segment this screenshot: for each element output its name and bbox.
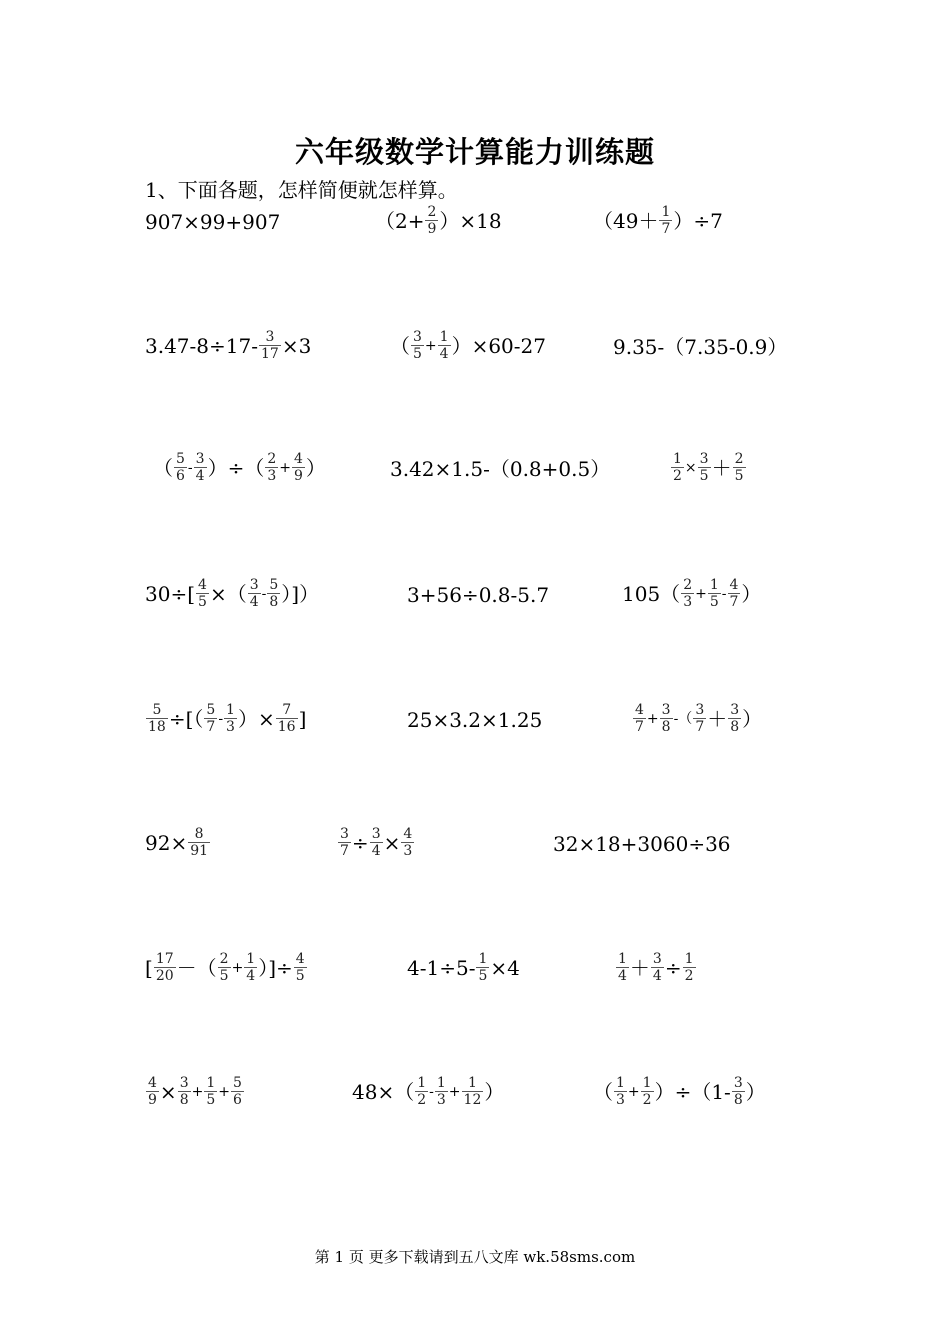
page-title: 六年级数学计算能力训练题 bbox=[294, 135, 655, 169]
fraction bbox=[188, 827, 210, 858]
expression-text: -（ bbox=[673, 711, 693, 727]
fraction bbox=[732, 1076, 745, 1107]
fraction bbox=[231, 1076, 244, 1107]
fraction-numerator: 4 bbox=[198, 577, 207, 594]
expression-text: 3.42×1.5-（0.8+0.5） bbox=[390, 456, 611, 481]
fraction bbox=[259, 330, 281, 361]
fraction-numerator: 3 bbox=[661, 702, 671, 719]
fraction-denominator: 2 bbox=[417, 1092, 427, 1108]
problem-15 bbox=[632, 703, 762, 734]
problem-12 bbox=[622, 578, 761, 609]
fraction-denominator: 8 bbox=[179, 1092, 189, 1108]
expression-text: - bbox=[721, 586, 727, 602]
fraction-numerator: 1 bbox=[684, 951, 694, 968]
expression-text: ＋ bbox=[707, 707, 728, 731]
fraction-numerator: 1 bbox=[616, 1075, 625, 1092]
expression-text: ）]÷ bbox=[258, 956, 293, 980]
fraction-numerator: 3 bbox=[249, 577, 259, 594]
fraction-numerator: 1 bbox=[246, 951, 256, 968]
fraction-numerator: 8 bbox=[188, 827, 210, 843]
fraction bbox=[411, 330, 424, 361]
problem-11 bbox=[407, 583, 549, 605]
problem-17 bbox=[337, 827, 415, 858]
fraction-numerator: 1 bbox=[439, 329, 449, 346]
fraction bbox=[659, 205, 672, 236]
fraction-numerator: 3 bbox=[699, 451, 709, 468]
fraction-numerator: 3 bbox=[733, 1075, 743, 1092]
fraction-denominator: 18 bbox=[148, 719, 166, 735]
fraction bbox=[415, 1076, 428, 1107]
fraction-numerator: 3 bbox=[179, 1075, 189, 1092]
fraction-denominator: 4 bbox=[439, 346, 449, 362]
fraction-denominator: 3 bbox=[267, 468, 277, 484]
fraction-numerator: 1 bbox=[709, 577, 719, 594]
fraction bbox=[401, 827, 414, 858]
fraction-denominator: 5 bbox=[699, 468, 709, 484]
expression-text: 32×18+3060÷36 bbox=[553, 831, 731, 856]
expression-text: × bbox=[684, 460, 697, 476]
expression-text: ＋ bbox=[711, 456, 732, 480]
expression-text: - bbox=[429, 1084, 434, 1100]
fraction bbox=[671, 452, 684, 483]
fraction-denominator: 3 bbox=[403, 843, 413, 859]
expression-text: ）÷（ bbox=[207, 456, 265, 480]
fraction bbox=[204, 703, 217, 734]
fraction-denominator: 9 bbox=[148, 1092, 157, 1108]
expression-text: 30÷[ bbox=[145, 582, 196, 606]
fraction bbox=[641, 1076, 654, 1107]
instruction: 1、下面各题，怎样简便就怎样算。 bbox=[145, 178, 458, 202]
fraction-denominator: 5 bbox=[413, 346, 422, 362]
fraction-numerator: 3 bbox=[413, 329, 422, 346]
expression-text: ） bbox=[484, 1080, 505, 1104]
expression-text: 3+56÷0.8-5.7 bbox=[407, 582, 550, 607]
expression-text: 48×（ bbox=[352, 1080, 415, 1104]
fraction bbox=[683, 952, 696, 983]
fraction-numerator: 7 bbox=[276, 703, 298, 719]
expression-text: + bbox=[646, 711, 659, 727]
expression-text: + bbox=[191, 1084, 204, 1100]
fraction bbox=[616, 952, 629, 983]
fraction bbox=[462, 1076, 484, 1107]
fraction-denominator: 3 bbox=[226, 719, 235, 735]
fraction-numerator: 5 bbox=[206, 702, 216, 719]
fraction-denominator: 2 bbox=[684, 968, 694, 984]
fraction-numerator: 3 bbox=[730, 702, 740, 719]
fraction-numerator: 3 bbox=[652, 951, 662, 968]
expression-text: －（ bbox=[176, 956, 217, 980]
fraction-denominator: 4 bbox=[249, 594, 259, 610]
expression-text: + bbox=[279, 460, 291, 476]
fraction-denominator: 7 bbox=[635, 719, 644, 735]
expression-text: [ bbox=[145, 956, 153, 980]
fraction bbox=[174, 452, 187, 483]
fraction-denominator: 17 bbox=[260, 346, 279, 362]
fraction bbox=[651, 952, 664, 983]
problem-18 bbox=[553, 832, 731, 854]
fraction-numerator: 5 bbox=[176, 451, 185, 468]
expression-text: ＋ bbox=[629, 956, 650, 980]
fraction-numerator: 4 bbox=[294, 451, 303, 468]
problem-7 bbox=[153, 452, 326, 483]
fraction-numerator: 3 bbox=[371, 826, 381, 843]
problem-13 bbox=[145, 703, 306, 734]
fraction-denominator: 4 bbox=[652, 968, 662, 984]
fraction-numerator: 5 bbox=[269, 577, 279, 594]
fraction bbox=[244, 952, 257, 983]
expression-text: - bbox=[218, 711, 224, 727]
fraction bbox=[728, 703, 741, 734]
fraction-denominator: 7 bbox=[206, 719, 216, 735]
expression-text: ）×18 bbox=[439, 209, 502, 233]
fraction bbox=[276, 703, 298, 734]
fraction-numerator: 1 bbox=[618, 951, 627, 968]
expression-text: ）× bbox=[237, 707, 275, 731]
fraction-denominator: 3 bbox=[683, 594, 693, 610]
problem-22 bbox=[145, 1076, 245, 1107]
fraction-denominator: 20 bbox=[155, 968, 174, 984]
expression-text: ）÷7 bbox=[673, 209, 723, 233]
fraction bbox=[438, 330, 451, 361]
fraction bbox=[660, 703, 673, 734]
fraction bbox=[370, 827, 383, 858]
fraction-numerator: 5 bbox=[146, 703, 168, 719]
fraction-numerator: 1 bbox=[417, 1075, 427, 1092]
fraction bbox=[194, 452, 207, 483]
fraction-denominator: 8 bbox=[730, 719, 740, 735]
expression-text: ×（ bbox=[209, 582, 247, 606]
problem-24 bbox=[593, 1076, 766, 1107]
fraction-denominator: 4 bbox=[195, 468, 205, 484]
fraction-denominator: 4 bbox=[618, 968, 627, 984]
expression-text: 92× bbox=[145, 831, 188, 855]
fraction-denominator: 6 bbox=[176, 468, 185, 484]
fraction bbox=[178, 1076, 191, 1107]
expression-text: ） bbox=[745, 1080, 766, 1104]
fraction bbox=[265, 452, 278, 483]
fraction-numerator: 2 bbox=[734, 451, 744, 468]
fraction bbox=[292, 452, 305, 483]
fraction-denominator: 8 bbox=[269, 594, 279, 610]
fraction-denominator: 8 bbox=[733, 1092, 743, 1108]
fraction-numerator: 3 bbox=[340, 826, 349, 843]
fraction-denominator: 5 bbox=[295, 968, 305, 984]
expression-text: + bbox=[448, 1084, 461, 1100]
fraction-denominator: 5 bbox=[478, 968, 488, 984]
expression-text: ） bbox=[741, 582, 762, 606]
fraction-numerator: 1 bbox=[462, 1076, 484, 1092]
fraction-numerator: 3 bbox=[695, 702, 705, 719]
expression-text: ×4 bbox=[490, 956, 520, 980]
fraction-numerator: 2 bbox=[683, 577, 693, 594]
expression-text: + bbox=[424, 338, 437, 354]
fraction-numerator: 1 bbox=[642, 1075, 652, 1092]
fraction-denominator: 2 bbox=[642, 1092, 652, 1108]
problem-2 bbox=[375, 205, 502, 236]
page-footer: 第 1 页 更多下载请到五八文库 wk.58sms.com bbox=[314, 1248, 636, 1266]
problem-5 bbox=[390, 330, 546, 361]
fraction bbox=[154, 952, 176, 983]
fraction bbox=[146, 703, 168, 734]
fraction-numerator: 2 bbox=[267, 451, 277, 468]
expression-text: ÷ bbox=[664, 956, 682, 980]
fraction-denominator: 9 bbox=[427, 221, 437, 237]
fraction bbox=[196, 578, 209, 609]
fraction bbox=[435, 1076, 448, 1107]
expression-text: 3.47-8÷17- bbox=[145, 334, 258, 358]
fraction bbox=[146, 1076, 159, 1107]
fraction bbox=[614, 1076, 627, 1107]
fraction-denominator: 7 bbox=[661, 221, 671, 237]
problem-9 bbox=[670, 452, 747, 483]
expression-text: + bbox=[695, 586, 707, 602]
expression-text: （ bbox=[153, 456, 173, 480]
expression-text: 4-1÷5- bbox=[407, 956, 476, 980]
expression-text: 105（ bbox=[622, 582, 681, 606]
fraction-denominator: 3 bbox=[616, 1092, 625, 1108]
problem-19 bbox=[145, 952, 308, 983]
expression-text: （ bbox=[593, 1080, 613, 1104]
expression-text: × bbox=[159, 1080, 177, 1104]
fraction-numerator: 1 bbox=[436, 1075, 446, 1092]
fraction-denominator: 5 bbox=[734, 468, 744, 484]
fraction bbox=[338, 827, 351, 858]
problem-21 bbox=[615, 952, 697, 983]
expression-text: （49＋ bbox=[593, 209, 659, 233]
expression-text: ] bbox=[298, 707, 307, 731]
expression-text: ÷[（ bbox=[168, 707, 204, 731]
problem-3 bbox=[593, 205, 723, 236]
fraction-numerator: 4 bbox=[148, 1075, 157, 1092]
fraction-denominator: 4 bbox=[246, 968, 256, 984]
fraction-numerator: 4 bbox=[729, 577, 739, 594]
fraction-numerator: 1 bbox=[673, 451, 682, 468]
expression-text: 9.35-（7.35-0.9） bbox=[613, 334, 788, 359]
fraction-numerator: 4 bbox=[635, 702, 644, 719]
fraction-numerator: 5 bbox=[233, 1075, 242, 1092]
fraction-numerator: 1 bbox=[661, 204, 671, 221]
fraction bbox=[218, 952, 231, 983]
expression-text: ）]） bbox=[281, 582, 320, 606]
fraction-denominator: 5 bbox=[709, 594, 719, 610]
fraction bbox=[693, 703, 706, 734]
fraction bbox=[681, 578, 694, 609]
fraction-numerator: 1 bbox=[206, 1075, 216, 1092]
expression-text: （2+ bbox=[375, 209, 425, 233]
fraction bbox=[733, 452, 746, 483]
fraction bbox=[698, 452, 711, 483]
fraction-numerator: 4 bbox=[403, 826, 413, 843]
problem-4 bbox=[145, 330, 311, 361]
fraction bbox=[224, 703, 237, 734]
fraction-denominator: 9 bbox=[294, 468, 303, 484]
fraction bbox=[633, 703, 646, 734]
fraction-denominator: 7 bbox=[695, 719, 705, 735]
fraction-denominator: 8 bbox=[661, 719, 671, 735]
expression-text: ）÷（1- bbox=[654, 1080, 731, 1104]
problem-14 bbox=[407, 708, 542, 730]
fraction-denominator: 6 bbox=[233, 1092, 242, 1108]
fraction-denominator: 4 bbox=[371, 843, 381, 859]
expression-text: ） bbox=[742, 707, 763, 731]
fraction bbox=[294, 952, 307, 983]
fraction-numerator: 1 bbox=[478, 951, 488, 968]
expression-text: + bbox=[218, 1084, 230, 1100]
fraction-denominator: 5 bbox=[219, 968, 229, 984]
fraction-numerator: 2 bbox=[427, 204, 437, 221]
expression-text: - bbox=[187, 460, 193, 476]
problem-6 bbox=[613, 335, 787, 357]
problem-20 bbox=[407, 952, 520, 983]
problem-1 bbox=[145, 210, 280, 232]
fraction bbox=[728, 578, 741, 609]
fraction-denominator: 3 bbox=[436, 1092, 446, 1108]
fraction bbox=[708, 578, 721, 609]
expression-text: + bbox=[627, 1084, 640, 1100]
problem-16 bbox=[145, 827, 211, 858]
fraction-numerator: 3 bbox=[259, 330, 281, 346]
fraction-numerator: 3 bbox=[195, 451, 205, 468]
fraction-denominator: 7 bbox=[340, 843, 349, 859]
fraction-denominator: 12 bbox=[463, 1092, 482, 1108]
fraction-numerator: 2 bbox=[219, 951, 229, 968]
expression-text: × bbox=[383, 831, 401, 855]
expression-text: 907×99+907 bbox=[145, 209, 281, 234]
fraction-numerator: 1 bbox=[226, 702, 235, 719]
expression-text: ） bbox=[305, 456, 326, 480]
fraction bbox=[267, 578, 280, 609]
fraction bbox=[425, 205, 438, 236]
problem-10 bbox=[145, 578, 319, 609]
fraction-denominator: 5 bbox=[198, 594, 207, 610]
expression-text: ）×60-27 bbox=[451, 334, 546, 358]
fraction-denominator: 5 bbox=[206, 1092, 216, 1108]
fraction bbox=[476, 952, 489, 983]
problem-8 bbox=[390, 457, 610, 479]
expression-text: - bbox=[261, 586, 267, 602]
problem-23 bbox=[352, 1076, 504, 1107]
fraction bbox=[204, 1076, 217, 1107]
expression-text: 25×3.2×1.25 bbox=[407, 707, 543, 732]
fraction bbox=[248, 578, 261, 609]
fraction-denominator: 2 bbox=[673, 468, 682, 484]
expression-text: + bbox=[231, 960, 244, 976]
expression-text: ÷ bbox=[351, 831, 369, 855]
fraction-denominator: 7 bbox=[729, 594, 739, 610]
fraction-numerator: 4 bbox=[295, 951, 305, 968]
fraction-numerator: 17 bbox=[155, 951, 174, 968]
fraction-denominator: 91 bbox=[190, 843, 209, 859]
fraction-denominator: 16 bbox=[277, 719, 296, 735]
expression-text: ×3 bbox=[281, 334, 312, 358]
expression-text: （ bbox=[390, 334, 410, 358]
